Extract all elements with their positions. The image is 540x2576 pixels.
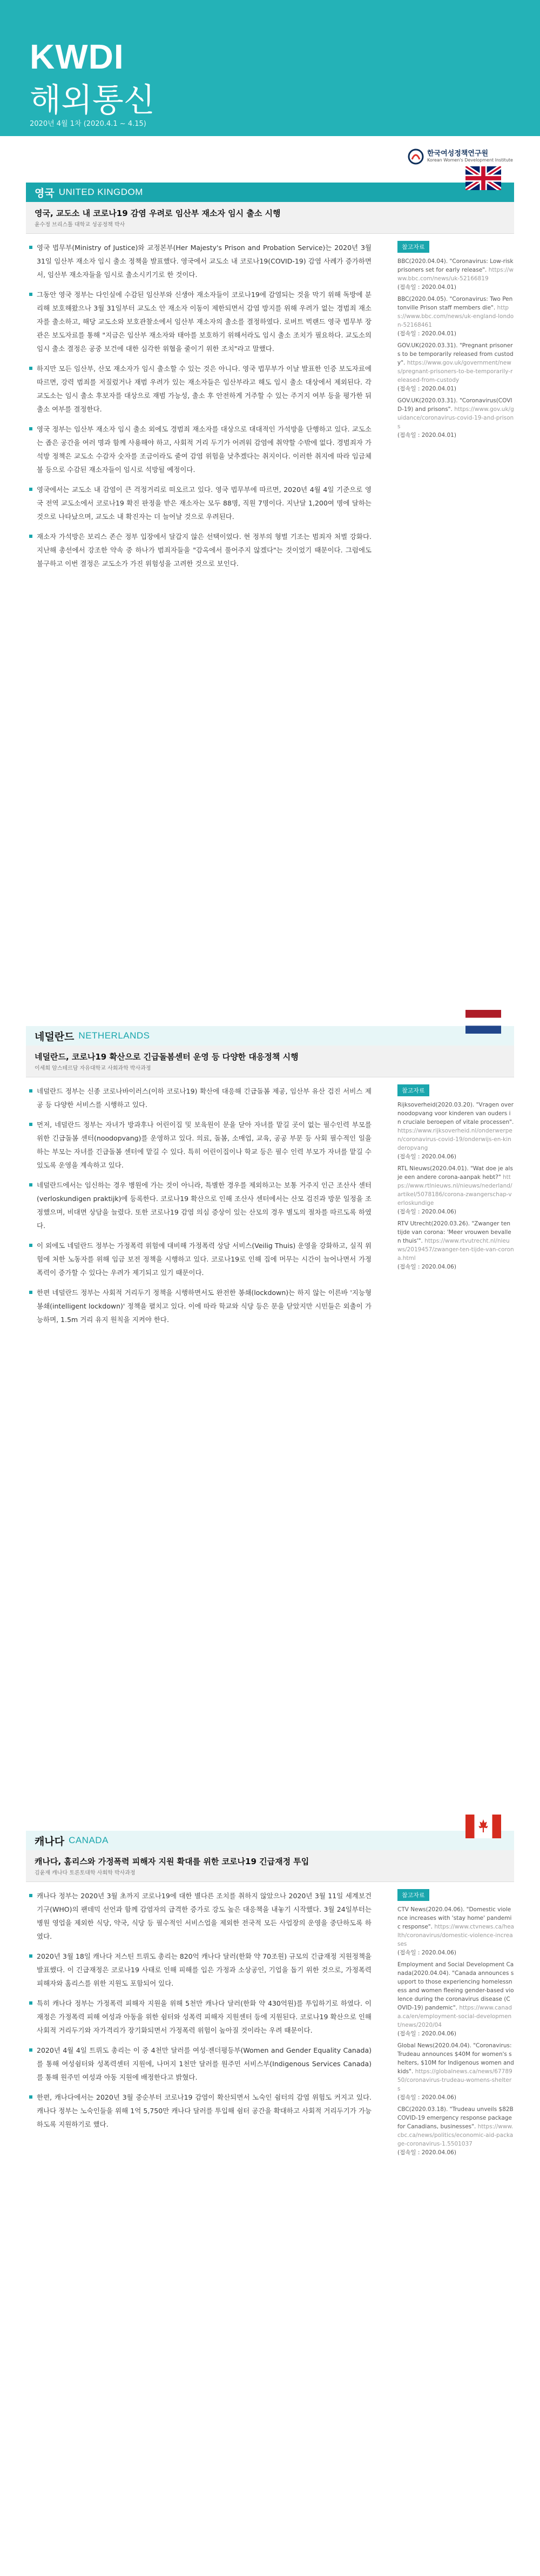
reference-item	[397, 1905, 514, 1957]
article-headline: 영국, 교도소 내 코로나19 감염 우려로 임산부 재소자 임시 출소 시행	[35, 208, 281, 218]
reference-access-date: (접속일 : 2020.04.06)	[397, 1209, 456, 1215]
references-heading: 참고자료	[397, 1889, 429, 1901]
reference-item	[397, 1960, 514, 2038]
article-headline: 캐나다, 홈리스와 가정폭력 피해자 지원 확대를 위한 코로나19 긴급재정 투입	[35, 1857, 309, 1866]
reference-link[interactable]: https://www.ctvnews.ca/health/coronavirus/domestic-violence-increases	[397, 1924, 514, 1947]
country-name-ko: 영국	[35, 187, 55, 199]
country-name-en: NETHERLANDS	[78, 1030, 150, 1041]
section-canada	[26, 1831, 514, 2533]
references	[397, 241, 514, 443]
article-paragraph: 영국에서는 교도소 내 감염이 큰 걱정거리로 떠오르고 있다. 영국 법무부에 따르면, 2020년 4월 4일 기준으로 영국 전역 교도소에서 코로나19 확진 판정을 받은 재소자는 모두 88명, 직원 7명이다. 지난달 1,200여 명에 달하는 것으로 나타났으며, 교도소 내 확진자는 더 늘어날 것으로 우려된다.	[37, 483, 372, 523]
reference-item	[397, 2041, 514, 2102]
reference-source: Rijksoverheid(2020.03.20). "Vragen over noodopvang voor kinderen van ouders in cruciale beroepen of vitale processen".	[397, 1102, 514, 1125]
article-byline: 윤수정 브리스톨 대학교 성공정책 박사	[35, 222, 125, 228]
reference-item	[397, 1164, 514, 1216]
reference-source: BBC(2020.04.05). "Coronavirus: Two Pentonville Prison staff members die".	[397, 296, 513, 311]
article-paragraph: 이 외에도 네덜란드 정부는 가정폭력 위험에 대비해 가정폭력 상담 서비스(Veilig Thuis) 운영을 강화하고, 실직 위험에 처한 노동자를 위해 임금 보전 정책을 시행하고 있다. 코로나19로 인해 집에 머무는 시간이 늘어나면서 가정폭력이 증가할 수 있다는 우려가 제기되고 있기 때문이다.	[37, 1239, 372, 1279]
reference-source: GOV.UK(2020.03.31). "Pregnant prisoners to be temporarily released from custody".	[397, 342, 514, 366]
reference-item	[397, 1101, 514, 1161]
reference-source: CTV News(2020.04.06). "Domestic violence increases with 'stay home' pandemic response".	[397, 1906, 512, 1930]
article-paragraph: 먼저, 네덜란드 정부는 자녀가 방과후나 어린이집 및 보육원이 문을 닫아 자녀를 맡길 곳이 없는 필수인력 부모를 위한 긴급돌봄 센터(noodopvang)를 운영하고 있다. 의료, 돌봄, 소매업, 교육, 공공 부문 등 사회 필수적인 일을 하는 부모는 자녀를 긴급돌봄 센터에 맡길 수 있다. 특히 어린이집이나 학교 등은 필수 인력 부모가 자녀를 맡길 수 있도록 운영을 계속하고 있다.	[37, 1118, 372, 1172]
country-bar	[26, 1026, 514, 1046]
references-heading: 참고자료	[397, 1084, 429, 1096]
reference-access-date: (접속일 : 2020.04.01)	[397, 284, 456, 291]
uk-flag-icon	[465, 166, 501, 190]
article-paragraph: 네덜란드 정부는 신종 코로나바이러스(이하 코로나19) 확산에 대응해 긴급돌봄 제공, 임산부 유산 검진 서비스 제공 등 다양한 서비스를 시행하고 있다.	[37, 1084, 372, 1111]
article-paragraph: 영국 법무부(Ministry of Justice)와 교정본부(Her Majesty's Prison and Probation Service)는 2020년 3월 31일 임산부 재소자 임시 출소 정책을 발표했다. 영국에서 교도소 내 코로나19(COVID-19) 감염 사례가 증가하면서, 임산부 재소자들을 임시로 출소시키기로 한 것이다.	[37, 241, 372, 281]
country-name-ko: 네덜란드	[35, 1030, 75, 1043]
reference-access-date: (접속일 : 2020.04.01)	[397, 331, 456, 337]
article-headline-box	[26, 1046, 514, 1077]
article-headline: 네덜란드, 코로나19 확산으로 긴급돌봄센터 운영 등 다양한 대응정책 시행	[35, 1052, 299, 1062]
article-paragraph: 2020년 3월 18일 캐나다 저스틴 트뤼도 총리는 820억 캐나다 달러(한화 약 70조원) 규모의 긴급재정 지원정책을 발표했다. 이 긴급재정은 코로나19 사태로 인해 피해를 입은 가정과 소상공인, 기업을 돕기 위한 것으로, 가정폭력 피해자와 홈리스를 위한 지원도 포함되어 있다.	[37, 1950, 372, 1990]
reference-link[interactable]: https://www.bbc.com/news/uk-52166819	[397, 267, 514, 282]
reference-item	[397, 1219, 514, 1271]
references	[397, 1889, 514, 2160]
netherlands-flag-icon	[465, 1010, 501, 1034]
reference-access-date: (접속일 : 2020.04.01)	[397, 386, 456, 392]
kwdi-logo[interactable]	[408, 149, 513, 165]
reference-source: RTV Utrecht(2020.03.26). "Zwanger ten tijde van corona: 'Meer vrouwen bevallen thuis'".	[397, 1220, 511, 1244]
country-bar	[26, 183, 514, 202]
reference-item	[397, 295, 514, 338]
reference-access-date: (접속일 : 2020.04.06)	[397, 1264, 456, 1270]
reference-item	[397, 396, 514, 440]
reference-access-date: (접속일 : 2020.04.06)	[397, 2094, 456, 2101]
section-uk	[26, 183, 514, 804]
canada-flag-icon	[465, 1815, 501, 1838]
reference-source: GOV.UK(2020.03.31). "Coronavirus(COVID-19) and prisons".	[397, 397, 512, 413]
reference-source: Global News(2020.04.04). "Coronavirus: Trudeau announces $40M for women's shelters, $10M for Indigenous women and kids".	[397, 2042, 514, 2075]
reference-link[interactable]: https://www.rijksoverheid.nl/onderwerpen/coronavirus-covid-19/onderwijs-en-kinderopvang	[397, 1128, 512, 1151]
article-paragraph: 특히 캐나다 정부는 가정폭력 피해자 지원을 위해 5천만 캐나다 달러(한화 약 430억원)를 투입하기로 하였다. 이 재정은 가정폭력 피해 여성과 아동을 위한 쉼터와 성폭력 피해자 지원센터 등에 지원된다. 코로나19 확산으로 인해 사회적 거리두기와 자가격리가 장기화되면서 가정폭력 위험이 높아질 것이라는 우려 때문이다.	[37, 1997, 372, 2037]
article-paragraph: 하지만 모든 임산부, 산모 재소자가 임시 출소할 수 있는 것은 아니다. 영국 법무부가 이날 발표한 인증 보도자료에 따르면, 강력 범죄를 저질렀거나 재범 우려가 있는 재소자들은 임산부라고 해도 임시 출소 대상에서 제외된다. 각 교도소는 임시 출소 후보자를 대상으로 재범 가능성, 출소 후 안전하게 거주할 수 있는 주거지 여부 등을 평가한 뒤 출소 여부를 결정한다.	[37, 362, 372, 416]
newsletter-title-en: KWDI	[30, 37, 124, 76]
reference-source: CBC(2020.03.18). "Trudeau unveils $82B COVID-19 emergency response package for Canadians, businesses".	[397, 2106, 514, 2130]
issue-date: 2020년 4월 1차 (2020.4.1 ~ 4.15)	[30, 120, 146, 128]
reference-link[interactable]: https://www.canada.ca/en/employment-social-development/news/2020/04	[397, 2005, 512, 2028]
reference-item	[397, 2105, 514, 2157]
article-body	[26, 1889, 372, 2137]
country-name-en: UNITED KINGDOM	[58, 187, 143, 197]
article-paragraph: 한편, 캐나다에서는 2020년 3월 중순부터 코로나19 감염이 확산되면서 노숙인 쉼터의 감염 위험도 커지고 있다. 캐나다 정부는 노숙인들을 위해 1억 5,750만 캐나다 달러를 투입해 쉼터 공간을 확대하고 사회적 거리두기가 가능하도록 지원하기로 했다.	[37, 2091, 372, 2131]
article-byline: 이세희 암스테르담 자유대학교 사회과학 박사과정	[35, 1066, 151, 1071]
reference-link[interactable]: https://www.rtlnieuws.nl/nieuws/nederland/artikel/5078186/corona-zwangerschap-verloskundige	[397, 1174, 512, 1206]
reference-source: RTL Nieuws(2020.04.01). "Wat doe je als je een andere corona-aanpak hebt?"	[397, 1165, 513, 1181]
article-paragraph: 재소자 가석방은 보리스 존슨 정부 입장에서 달갑지 않은 선택이었다. 현 정부의 형벌 기조는 범죄자 처벌 강화다. 지난해 총선에서 강조한 약속 중 하나가 범죄자들을 "감옥에서 풀어주지 않겠다"는 것이었기 때문이다. 그럼에도 불구하고 이번 결정은 교도소가 가진 위험성을 고려한 것으로 보인다.	[37, 530, 372, 570]
logo-name-en: Korean Women's Development Institute	[427, 158, 513, 163]
reference-access-date: (접속일 : 2020.04.06)	[397, 2031, 456, 2037]
reference-link[interactable]: https://www.gov.uk/guidance/coronavirus-covid-19-and-prisons	[397, 406, 514, 430]
article-paragraph: 영국 정부는 임산부 재소자 임시 출소 외에도 경범죄 재소자를 대상으로 대대적인 가석방을 단행하고 있다. 교도소는 좁은 공간을 여러 명과 함께 사용해야 하고, 사회적 거리 두기가 어려워 감염에 취약할 수밖에 없다. 경범죄자 가석방 정책은 교도소 수감자 숫자를 조금이라도 줄여 감염 위험을 낮추겠다는 취지이다. 이러한 취지에 따라 임금체불 등으로 수감된 재소자들이 임시로 석방될 예정이다.	[37, 422, 372, 476]
reference-access-date: (접속일 : 2020.04.06)	[397, 1154, 456, 1160]
section-netherlands	[26, 1026, 514, 1620]
reference-item	[397, 341, 514, 393]
article-paragraph: 2020년 4월 4일 트뤼도 총리는 이 중 4천만 달러를 여성·젠더평등부(Women and Gender Equality Canada)를 통해 여성쉼터와 성폭력센터 지원에, 나머지 1천만 달러를 원주민 서비스부(Indigenous Services Canada)를 통해 원주민 여성과 아동 지원에 배정한다고 밝혔다.	[37, 2044, 372, 2084]
article-byline: 김윤재 캐나다 토론토대학 사회학 박사과정	[35, 1870, 136, 1876]
article-paragraph: 캐나다 정부는 2020년 3월 초까지 코로나19에 대한 별다른 조치를 취하지 않았으나 2020년 3월 11일 세계보건기구(WHO)의 팬데믹 선언과 함께 감염자의 급격한 증가로 강도 높은 대응책을 내놓기 시작했다. 3월 24일부터는 병원 영업을 제외한 식당, 약국, 식당 등 필수적인 서비스업을 제외한 전국적 모든 사업장의 운영을 중단하도록 하였다.	[37, 1889, 372, 1943]
newsletter-header	[0, 0, 540, 163]
article-paragraph: 한편 네덜란드 정부는 사회적 거리두기 정책을 시행하면서도 완전한 봉쇄(lockdown)는 하지 않는 이른바 '지능형 봉쇄(intelligent lockdown)' 정책을 펼치고 있다. 이에 따라 학교와 식당 등은 문을 닫았지만 시민들은 외출이 가능하며, 1.5m 거리 유지 원칙을 지켜야 한다.	[37, 1286, 372, 1326]
newsletter-title-ko: 해외통신	[30, 82, 155, 118]
article-body	[26, 241, 372, 577]
kwdi-logo-icon	[408, 149, 424, 165]
reference-access-date: (접속일 : 2020.04.01)	[397, 432, 456, 439]
article-headline-box	[26, 1850, 514, 1882]
reference-link[interactable]: https://www.bbc.com/news/uk-england-london-52168461	[397, 305, 514, 328]
reference-link[interactable]: https://www.cbc.ca/news/politics/economic-aid-package-coronavirus-1.5501037	[397, 2123, 514, 2147]
article-headline-box	[26, 202, 514, 234]
references	[397, 1084, 514, 1274]
country-name-ko: 캐나다	[35, 1835, 65, 1847]
article-paragraph: 그동안 영국 정부는 다인실에 수감된 임산부와 신생아 재소자들이 코로나19에 감염되는 것을 막기 위해 독방에 분리해 보호해왔으나 3월 31일부터 교도소 안 재소자 이동이 제한되면서 감염 방지를 위해 우려가 없는 경범죄 재소자를 출소하고, 해당 교도소와 보호관찰소에서 임산부 재소자의 출소를 결정하였다. 로버트 벅랜드 영국 법무부 장관은 보도자료를 통해 "지금은 임산부 재소자와 태아를 보호하기 위해서라도 임시 출소 조치가 필요하다. 교도소의 임시 출소 결정은 공중 보건에 대한 심각한 위협을 줄이기 위한 조치"라고 말했다.	[37, 288, 372, 355]
reference-item	[397, 257, 514, 292]
reference-link[interactable]: https://www.rtvutrecht.nl/nieuws/2019457/zwanger-ten-tijde-van-corona.html	[397, 1238, 514, 1262]
logo-name-ko: 한국여성정책연구원	[427, 150, 489, 158]
reference-source: BBC(2020.04.04). "Coronavirus: Low-risk prisoners set for early release".	[397, 258, 514, 273]
country-bar	[26, 1831, 514, 1850]
reference-access-date: (접속일 : 2020.04.06)	[397, 1950, 456, 1956]
article-body	[26, 1084, 372, 1333]
reference-link[interactable]: https://globalnews.ca/news/6778950/coronavirus-trudeau-womens-shelters	[397, 2068, 512, 2092]
references-heading: 참고자료	[397, 241, 429, 253]
reference-access-date: (접속일 : 2020.04.06)	[397, 2149, 456, 2156]
country-name-en: CANADA	[69, 1835, 109, 1845]
reference-source: Employment and Social Development Canada(2020.04.04). "Canada announces support to those experiencing homelessness and women fleeing gender-based violence during the coronavirus disease (COVID-19) pandemic".	[397, 1961, 514, 2011]
reference-link[interactable]: https://www.gov.uk/government/news/pregnant-prisoners-to-be-temporarily-released-from-custody	[397, 360, 513, 383]
article-paragraph: 네덜란드에서는 임신하는 경우 병원에 가는 것이 아니라, 특별한 경우를 제외하고는 보통 거주지 인근 조산사 센터(verloskundigen praktijk)에 등록한다. 코로나19 확산으로 인해 조산사 센터에서는 산모 검진과 방문 일정을 조정했으며, 비대면 상담을 늘렸다. 또한 코로나19 감염 의심 증상이 있는 산모의 경우 별도의 절차를 따르도록 하였다.	[37, 1178, 372, 1232]
